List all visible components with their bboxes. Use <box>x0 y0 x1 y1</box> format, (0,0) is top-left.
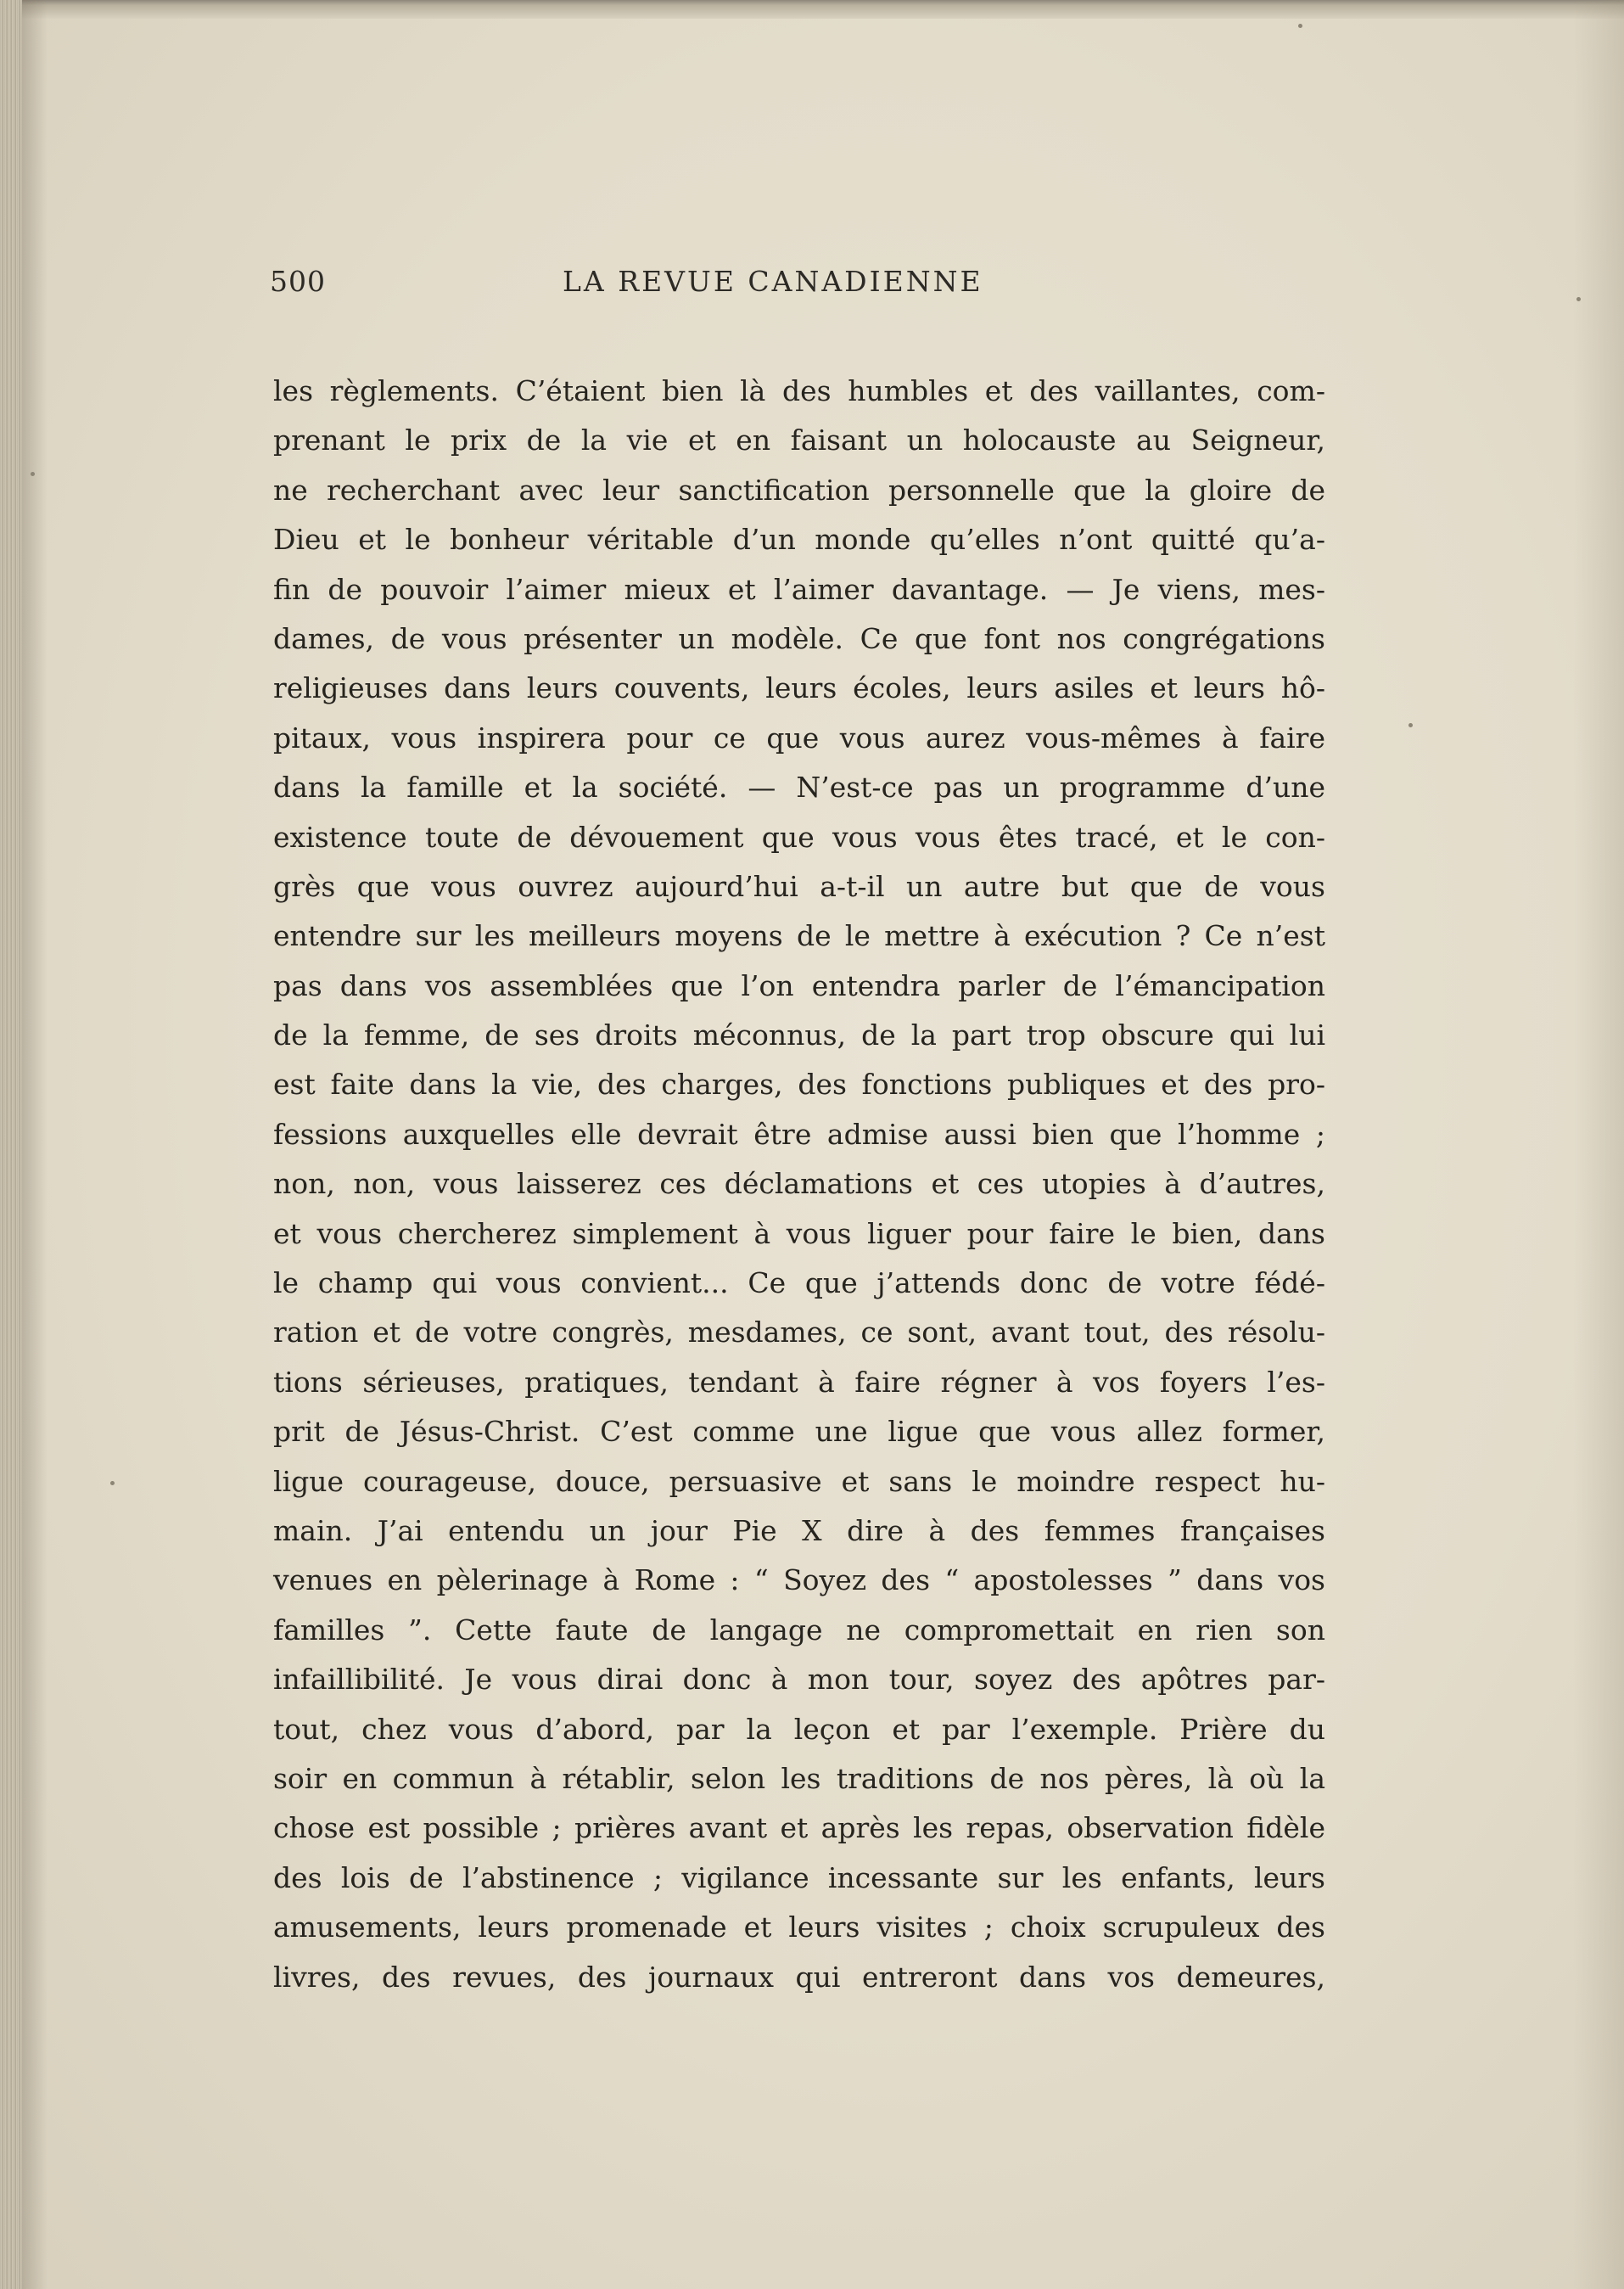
text-line: non, non, vous laisserez ces déclamations et ces utopies à d’autres, <box>273 1167 1325 1201</box>
text-line: le champ qui vous convient... Ce que j’attends donc de votre fédé- <box>273 1266 1325 1300</box>
text-line: grès que vous ouvrez aujourd’hui a-t-il un autre but que de vous <box>273 869 1325 903</box>
text-line: pas dans vos assemblées que l’on entendra parler de l’émancipation <box>273 968 1325 1002</box>
text-line: infaillibilité. Je vous dirai donc à mon tour, soyez des apôtres par- <box>273 1663 1325 1697</box>
text-line: dames, de vous présenter un modèle. Ce que font nos congrégations <box>273 621 1325 655</box>
text-line: ration et de votre congrès, mesdames, ce sont, avant tout, des résolu- <box>273 1316 1325 1349</box>
text-line: prenant le prix de la vie et en faisant un holocauste au Seigneur, <box>273 424 1325 457</box>
text-line: tout, chez vous d’abord, par la leçon et par l’exemple. Prière du <box>273 1712 1325 1746</box>
journal-title: LA REVUE CANADIENNE <box>563 265 983 298</box>
text-line: est faite dans la vie, des charges, des fonctions publiques et des pro- <box>273 1068 1325 1102</box>
paper-speck <box>110 1481 115 1485</box>
paper-speck <box>1408 723 1413 727</box>
text-line: main. J’ai entendu un jour Pie X dire à des femmes françaises <box>273 1513 1325 1547</box>
paper-speck <box>31 472 35 476</box>
running-head <box>270 265 1330 312</box>
text-line: amusements, leurs promenade et leurs visites ; choix scrupuleux des <box>273 1910 1325 1944</box>
paper-speck <box>1576 297 1581 301</box>
text-line: ne recherchant avec leur sanctification personnelle que la gloire de <box>273 473 1325 507</box>
text-line: des lois de l’abstinence ; vigilance incessante sur les enfants, leurs <box>273 1860 1325 1894</box>
text-line: prit de Jésus-Christ. C’est comme une ligue que vous allez former, <box>273 1415 1325 1449</box>
text-line: entendre sur les meilleurs moyens de le mettre à exécution ? Ce n’est <box>273 919 1325 953</box>
text-line: tions sérieuses, pratiques, tendant à faire régner à vos foyers l’es- <box>273 1365 1325 1399</box>
text-line: dans la famille et la société. — N’est-ce pas un programme d’une <box>273 771 1325 805</box>
text-line: chose est possible ; prières avant et après les repas, observation fidèle <box>273 1811 1325 1845</box>
text-line: les règlements. C’étaient bien là des humbles et des vaillantes, com- <box>273 374 1325 407</box>
text-line: livres, des revues, des journaux qui entreront dans vos demeures, <box>273 1960 1325 1994</box>
text-line: fessions auxquelles elle devrait être admise aussi bien que l’homme ; <box>273 1117 1325 1151</box>
page-number: 500 <box>270 265 326 298</box>
text-line: soir en commun à rétablir, selon les traditions de nos pères, là où la <box>273 1761 1325 1795</box>
text-line: fin de pouvoir l’aimer mieux et l’aimer davantage. — Je viens, mes- <box>273 572 1325 606</box>
text-line: de la femme, de ses droits méconnus, de la part trop obscure qui lui <box>273 1018 1325 1052</box>
text-line: religieuses dans leurs couvents, leurs écoles, leurs asiles et leurs hô- <box>273 671 1325 705</box>
gutter-shadow <box>22 0 48 2289</box>
text-line: Dieu et le bonheur véritable d’un monde qu’elles n’ont quitté qu’a- <box>273 523 1325 557</box>
paper-speck <box>1298 24 1302 28</box>
text-line: venues en pèlerinage à Rome : “ Soyez des “ apostolesses ” dans vos <box>273 1563 1325 1597</box>
text-line: et vous chercherez simplement à vous liguer pour faire le bien, dans <box>273 1216 1325 1250</box>
right-edge-shadow <box>1573 0 1624 2289</box>
text-line: ligue courageuse, douce, persuasive et sans le moindre respect hu- <box>273 1464 1325 1498</box>
text-line: existence toute de dévouement que vous vous êtes tracé, et le con- <box>273 820 1325 854</box>
book-page-edges <box>0 0 22 2289</box>
text-line: pitaux, vous inspirera pour ce que vous aurez vous-mêmes à faire <box>273 721 1325 755</box>
page-top-edge <box>0 0 1624 19</box>
body-text <box>273 367 1325 2002</box>
text-line: familles ”. Cette faute de langage ne compromettait en rien son <box>273 1613 1325 1647</box>
